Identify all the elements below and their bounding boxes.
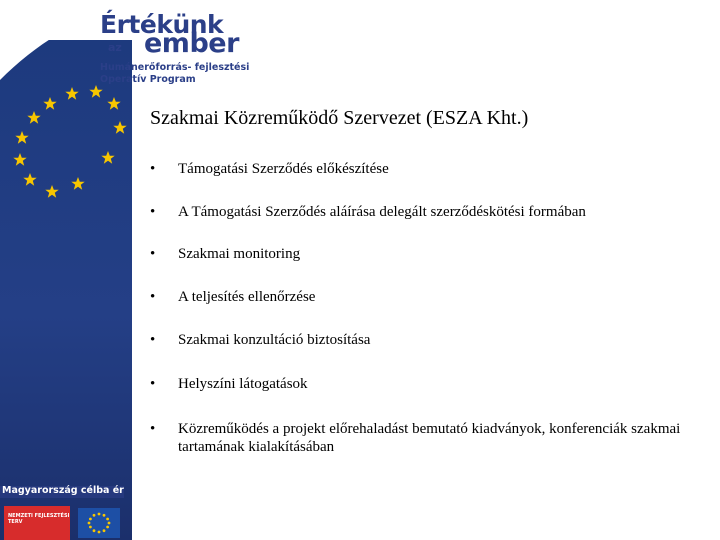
eu-star-icon — [113, 121, 126, 134]
bullet-text: Közreműködés a projekt előrehaladást bemutató kiadványok, konferenciák szakmai tartamának kialakításában — [178, 421, 681, 455]
bullet-icon: • — [150, 376, 156, 392]
bullet-text: A Támogatási Szerződés aláírása delegált szerződéskötési formában — [178, 204, 586, 220]
slide-title: Szakmai Közreműködő Szervezet (ESZA Kht.) — [150, 107, 529, 129]
footer-logos — [0, 506, 124, 540]
logo-subtitle-line2: Operatív Program — [100, 74, 196, 85]
eu-star-icon — [71, 177, 84, 190]
slogan-text: Magyarország célba ér — [2, 485, 124, 496]
logo-title: Értékünk — [100, 10, 224, 39]
eu-flag-stars — [78, 508, 120, 538]
bullet-icon: • — [150, 161, 156, 177]
bullet-text: Helyszíni látogatások — [178, 376, 308, 392]
bullet-icon: • — [150, 246, 156, 262]
bullet-text: Szakmai monitoring — [178, 246, 301, 262]
eu-flag-icon — [78, 508, 120, 538]
program-logo — [98, 8, 298, 90]
eu-star-icon — [27, 111, 40, 124]
bullet-icon: • — [150, 421, 156, 437]
bullet-icon: • — [150, 332, 156, 348]
eu-star-icon — [43, 97, 56, 110]
eu-star-icon — [15, 131, 28, 144]
logo-az: az — [108, 41, 122, 54]
logo-ember: ember — [144, 28, 239, 59]
bullet-text: Szakmai konzultáció biztosítása — [178, 332, 371, 348]
nft-logo-text: NEMZETI FEJLESZTÉSI TERV — [8, 513, 70, 525]
nft-logo — [4, 506, 70, 540]
eu-star-icon — [101, 151, 114, 164]
bullet-text: A teljesítés ellenőrzése — [178, 289, 316, 305]
eu-star-icon — [65, 87, 78, 100]
bullet-icon: • — [150, 289, 156, 305]
eu-star-icon — [89, 85, 102, 98]
eu-star-icon — [13, 153, 26, 166]
bullet-text: Támogatási Szerződés előkészítése — [178, 161, 389, 177]
slogan-bar — [0, 486, 124, 498]
eu-stars — [0, 80, 140, 200]
bullet-icon: • — [150, 204, 156, 220]
eu-star-icon — [45, 185, 58, 198]
eu-star-icon — [107, 97, 120, 110]
logo-subtitle-line1: Humánerőforrás- fejlesztési — [100, 62, 250, 73]
eu-star-icon — [23, 173, 36, 186]
